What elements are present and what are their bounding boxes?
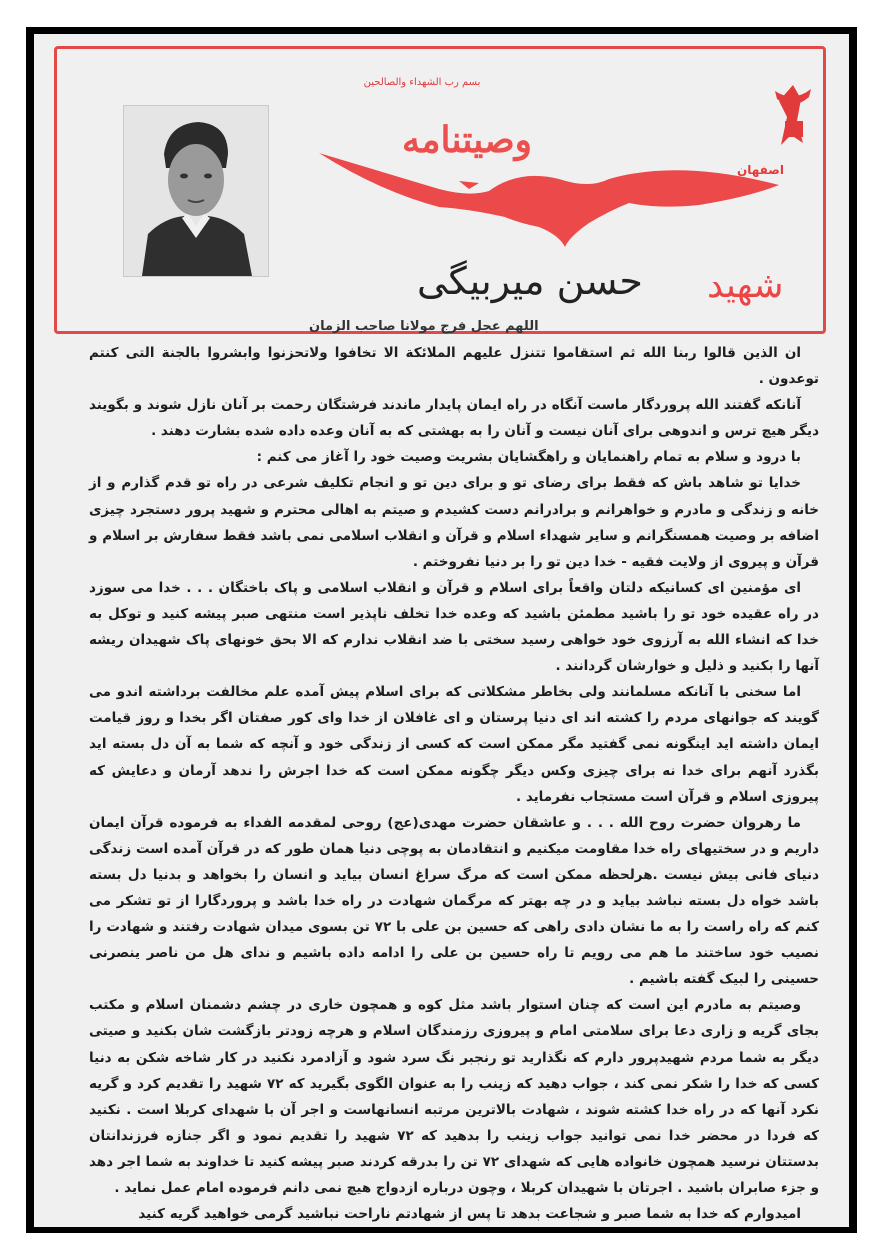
martyr-name: حسن میربیگی [417, 259, 643, 303]
paragraph-6: اما سخنی با آنانکه مسلمانند ولی بخاطر مشکلاتی که برای اسلام پیش آمده علم مخالفت برداشته اندو می گویند که جوانهای مردم را کشته اند ای دنیا پرستان و ای غافلان از خدا وای کور صفتان اگر بخدا و روز قیامت ایمان داشته اید اینگونه نمی گفتید مگر ممکن است که کسی از زندگی خود و آنچه که شما به آن دل بسته اید بگذرد آنهم برای خدا نه برای چیزی وکس دیگر چگونه ممکن است که خدا اجرش را ندهد آرمان و دعایش که پیروزی اسلام و قرآن است مستجاب نفرماید . [89, 684, 819, 805]
testament-body [89, 340, 819, 1227]
paragraph-7: ما رهروان حضرت روح الله . . . و عاشقان حضرت مهدی(عج) روحی لمقدمه الفداء به فرموده قرآن ایمان داریم و در سختیهای راه خدا مقاومت میکنیم و انتقادمان به پوچی دنیا همان طور که در قرآن آمده است زندگی دنیای فانی بیش نیست .هرلحظه ممکن است که مرگ سراغ انسان بیاید و انسان را بخواهد و بدنیا دل بسته باشد خواه دل بسته نباشد بیاید و در چه بهتر که مرگمان شهادت در راه خدا باشد و پروردگارا از تو تشکر می کنم که راه راست را به ما نشان دادی راهی که حسین بن علی با ۷۲ تن بسوی میدان شهادت رفتند و شهادت را نصیب خود ساختند ما هم می رویم تا راه حسین بن علی را ادامه داده باشیم و ندای هل من ناصر ینصرنی حسینی را لبیک گفته باشیم . [89, 814, 819, 988]
paragraph-1: ان الذین قالوا ربنا الله ثم استقاموا تتنزل علیهم الملائکة الا تخافوا ولاتحزنوا وابشروا بالجنة التی کنتم توعدون . [89, 345, 819, 388]
paragraph-9: امیدوارم که خدا به شما صبر و شجاعت بدهد تا پس از شهادتم ناراحت نباشید گرمی خواهید گریه کنید [138, 1206, 801, 1223]
salutation-line: اللهم عجل فرج مولانا صاحب الزمان [309, 319, 539, 334]
header-box [54, 46, 826, 334]
document-title: وصیتنامه [401, 119, 533, 161]
paragraph-2: آنانکه گفتند الله پروردگار ماست آنگاه در راه ایمان پایدار ماندند فرشتگان رحمت بر آنان نازل شوند و بگویند دیگر هیچ ترس و اندوهی برای آنان نیست و آنان را به بهشتی که به آنان وعده داده شده بشارت دهند . [89, 397, 819, 440]
dove-icon [319, 149, 799, 249]
paragraph-4: خدایا تو شاهد باش که فقط برای رضای تو و برای دین تو و انجام تکلیف شرعی در راه تو قدم گذارم و از خانه و زندگی و مادرم و خواهرانم و برادرانم دست کشیدم و صیتم به اهالی محترم و شهید پرور دستجرد چیزی اضافه بر وصیت همسنگرانم و سایر شهداء اسلام و قرآن و انقلاب اسلامی نمی باشد فقط سفارش بر اسلام و قرآن و پیروی از ولایت فقیه - خدا دین تو را بر دنیا نفروختم . [89, 475, 819, 570]
city-label: اصفهان [737, 163, 785, 177]
paragraph-3: با درود و سلام به تمام راهنمایان و راهگشایان بشریت وصیت خود را آغاز می کنم : [256, 449, 801, 466]
martyr-photo [123, 105, 269, 277]
emblem-icon [769, 81, 817, 153]
paragraph-5: ای مؤمنین ای کسانیکه دلتان واقعاً برای اسلام و قرآن و انقلاب اسلامی و پاک باختگان . . . خدا می سوزد در راه عقیده خود تو را باشید مطمئن باشید که وعده خدا تخلف ناپذیر است منتهی صبر پیشه کنید و توکل به خدا که انشاء الله به آرزوی خود خواهی رسید سختی با ضد انقلاب ندارم که الا بحق خونهای پاک شهیدان ریشه آنها را بکنید و ذلیل و خوارشان گردانند . [89, 579, 819, 675]
shahid-label: شهید [707, 265, 784, 306]
basmala: بسم رب الشهداء والصالحین [363, 77, 481, 88]
paragraph-8: وصیتم به مادرم این است که چنان استوار باشد مثل کوه و همچون خاری در چشم دشمنان اسلام و مکتب بجای گریه و زاری دعا برای سلامتی امام و پیروزی رزمندگان اسلام و هرچه زودتر بازگشت شان بکنید و صیتی دیگر به شما مردم شهیدپرور دارم که نگذارید تو رنجبر نگ سرد شود و آزادمرد نکنید در کار شاخه شکن به دنیا کسی که خدا را شکر نمی کند ، جواب دهید که زینب را به عنوان الگوی بگیرید که ۷۲ شهید را تقدیم کرد و گریه نکرد آنها که در راه خدا کشته شوند ، شهادت بالاترین مرتبه انسانهاست و اجر آن با شهدای کربلا است . نکنید که فردا در محضر خدا نمی توانید جواب زینب را بدهید که ۷۲ شهید را تقدیم نمود و اگر جنازه فرزندانتان بدستتان نرسید همچون خانواده هایی که شهدای ۷۲ تن را بدرقه کردند صبر پیشه کنید تا خداوند به شما اجر دهد و جزء صابران باشید . اجرتان با شهیدان کربلا ، وچون درباره ازدواج هیچ نمی دانم فرموده امام عمل نماید . [89, 997, 819, 1196]
testament-paper [34, 34, 849, 1227]
portrait-image [124, 106, 268, 276]
